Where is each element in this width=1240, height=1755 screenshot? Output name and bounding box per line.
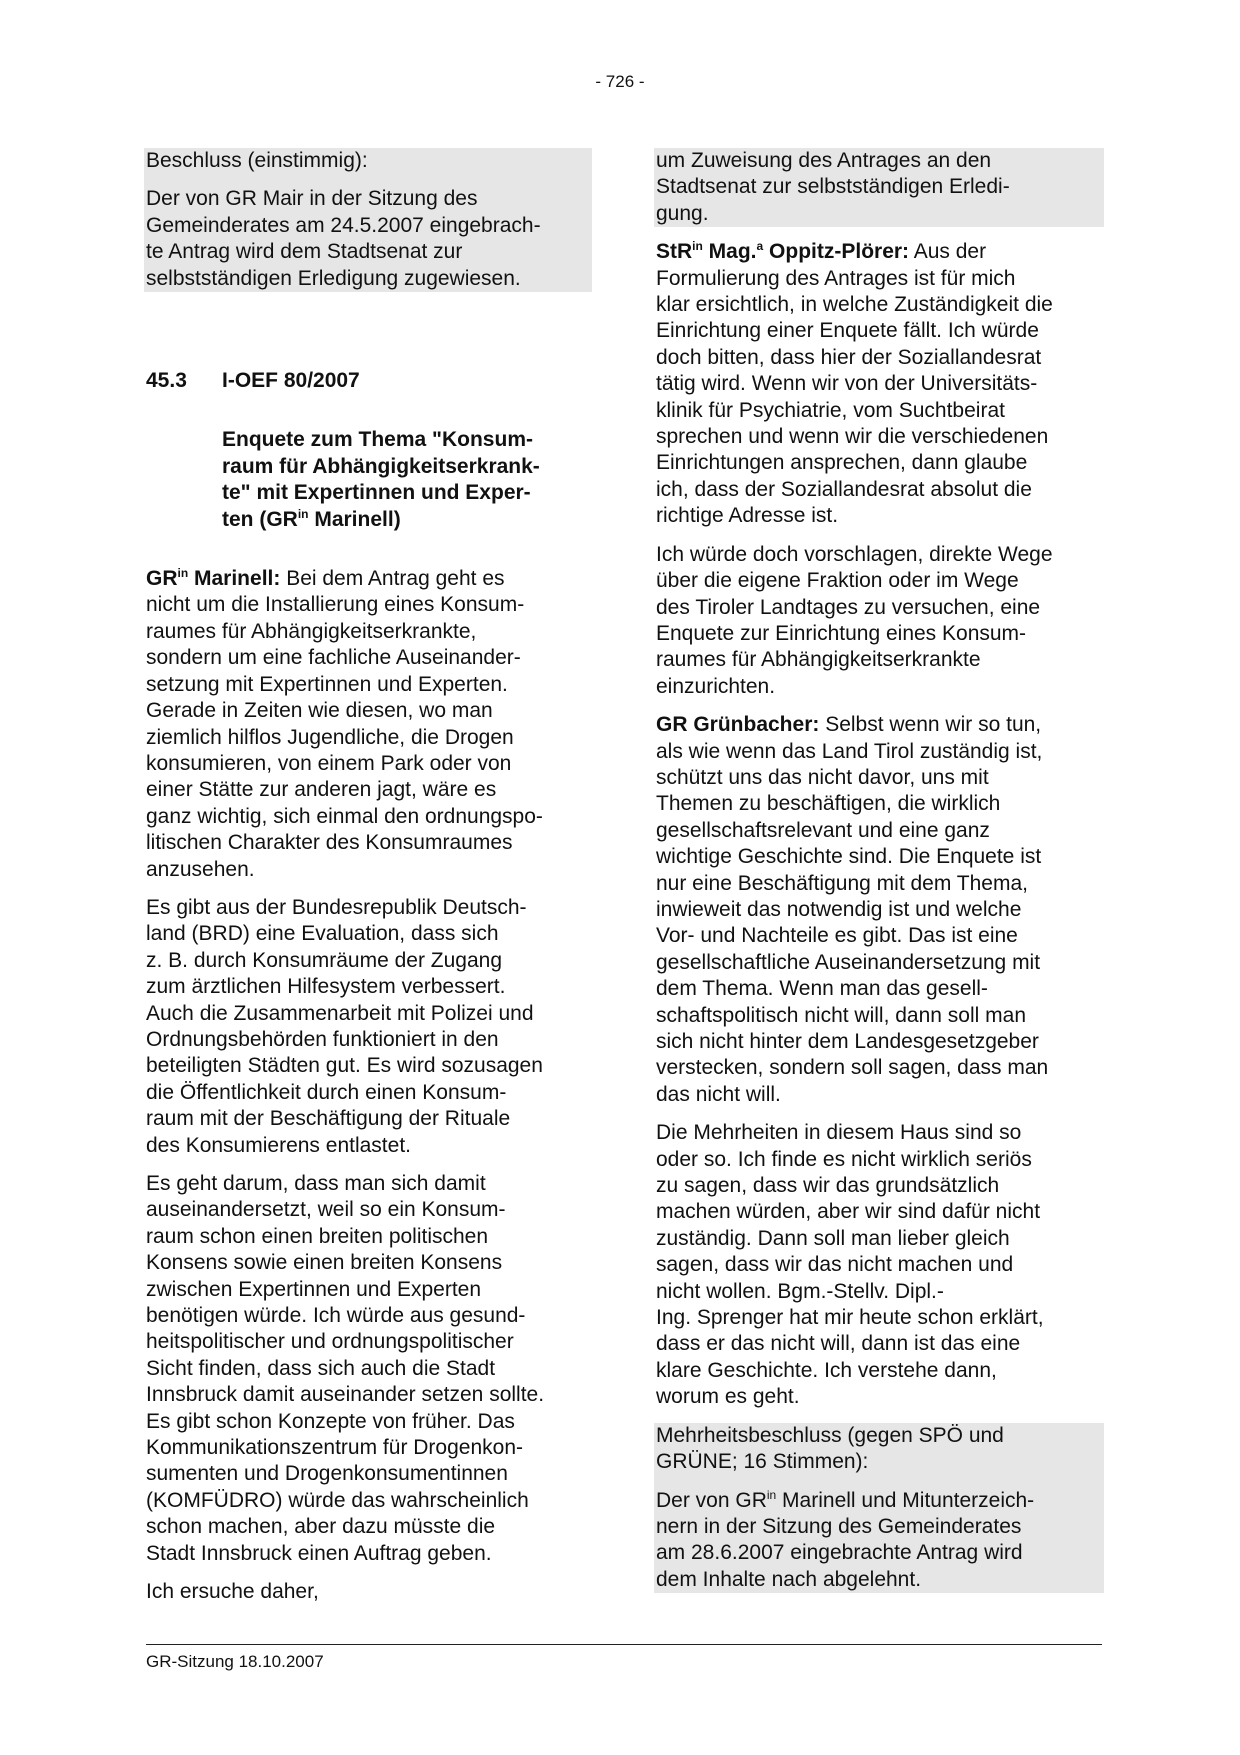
speaker-paragraph-gruenbacher: GR Grünbacher: Selbst wenn wir so tun, als wie wenn das Land Tirol zuständig ist, schützt uns das nicht davor, uns mit Themen zu beschäftigen, die wirklich gesellschaftsrelevant und eine ganz wichtige Geschichte sind. Die Enquete ist nur eine Beschäftigung mit dem Thema, inwieweit das notwendig ist und welche Vor- und Nachteile es gibt. Das ist eine gesellschaftliche Auseinandersetzung mit dem Thema. Wenn man das gesell- schaftspolitisch nicht will, dann soll man sich nicht hinter dem Landesgesetzgeber verstecken, sondern soll sagen, dass man das nicht will. [656,713,1049,1106]
decision-block-2 [654,1423,1104,1593]
footer-text: GR-Sitzung 18.10.2007 [146,1652,324,1671]
left-column [146,148,590,1606]
paragraph: um Zuweisung des Antrages an den Stadtsenat zur selbstständigen Erledi- gung. [656,149,1010,225]
decision-label: Mehrheitsbeschluss (gegen SPÖ und GRÜNE; 16 Stimmen): [656,1423,1004,1474]
agenda-item-code: I-OEF 80/2007 [222,369,360,393]
paragraph: Es geht darum, dass man sich damit auseinandersetzt, weil so ein Konsum- raum schon einen breiten politischen Konsens sowie einen breiten Konsens zwischen Expertinnen und Experten benötigen würde. Ich würde aus gesund- heitspolitischer und ordnungspolitischer Sicht finden, dass sich auch die Stadt Innsbruck damit auseinander setzen sollte. Es gibt schon Konzepte von früher. Das Kommunikationszentrum für Drogenkon- sumenten und Drogenkonsumentinnen (KOMFÜDRO) würde das wahrscheinlich schon machen, aber dazu müsste die Stadt Innsbruck einen Auftrag geben. [146,1172,545,1565]
speaker-paragraph-marinell: $GR^{in}$ Marinell: Bei dem Antrag geht es nicht um die Installierung eines Konsum- raumes für Abhängigkeitserkrankte, sondern um eine fachliche Auseinander- setzung mit Expertinnen und Experten. Gerade in Zeiten wie diesen, wo man ziemlich hilflos Jugendliche, die Drogen konsumieren, von einem Park oder von einer Stätte zur anderen jagt, wäre es ganz wichtig, sich einmal den ordnungspo- litischen Charakter des Konsumraumes anzusehen. [146,566,543,881]
decision-label: Beschluss (einstimmig): [146,149,368,172]
footer-divider [146,1644,1102,1645]
continuation-block [654,148,1104,227]
decision-block-1 [144,148,592,292]
page-number: - 726 - [595,72,645,91]
paragraph: Ich ersuche daher, [146,1580,319,1604]
decision-text: Der von GR Mair in der Sitzung des Gemeinderates am 24.5.2007 eingebrach- te Antrag wird dem Stadtsenat zur selbstständigen Erledigung zugewiesen. [146,187,541,290]
paragraph: Ich würde doch vorschlagen, direkte Wege über die eigene Fraktion oder im Wege des Tiroler Landtages zu versuchen, eine Enquete zur Einrichtung eines Konsum- raumes für Abhängigkeitserkrankte einzurichten. [656,542,1053,698]
speaker-name: $GR^{in}$ Marinell: [146,566,281,591]
agenda-item-number: 45.3 [146,369,187,393]
right-column [656,148,1102,1593]
agenda-item-title: Enquete zum Thema "Konsum- raum für Abhängigkeitserkrank- te" mit Expertinnen und Exper- ten ($GR^{in}$ Marinell) [222,428,540,531]
speaker-name: StR$^{in}$ Mag.$^a$ Oppitz-Plörer: [656,239,910,264]
agenda-item-header [146,368,590,394]
paragraph: Es gibt aus der Bundesrepublik Deutsch- land (BRD) eine Evaluation, dass sich z. B. durch Konsumräume der Zugang zum ärztlichen Hilfesystem verbessert. Auch die Zusammenarbeit mit Polizei und Ordnungsbehörden funktioniert in den beteiligten Städten gut. Es wird sozusagen die Öffentlichkeit durch einen Konsum- raum mit der Beschäftigung der Rituale des Konsumierens entlastet. [146,895,543,1157]
speaker-paragraph-oppitz-ploerer: StR$^{in}$ Mag.$^a$ Oppitz-Plörer: Aus der Formulierung des Antrages ist für mich klar ersichtlich, in welche Zuständigkeit die Einrichtung einer Enquete fällt. Ich würde doch bitten, dass hier der Soziallandesrat tätig wird. Wenn wir von der Universitäts- klinik für Psychiatrie, vom Suchtbeirat sprechen und wenn wir die verschiedenen Einrichtungen ansprechen, dann glaube ich, dass der Soziallandesrat absolut die richtige Adresse ist. [656,239,1053,528]
decision-text: Der von $GR^{in}$ Marinell und Mitunterzeich- nern in der Sitzung des Gemeinderates am 28.6.2007 eingebrachte Antrag wird dem Inhalte nach abgelehnt. [656,1487,1035,1591]
paragraph: Die Mehrheiten in diesem Haus sind so oder so. Ich finde es nicht wirklich seriös zu sagen, dass wir das grundsätzlich machen würden, aber wir sind dafür nicht zuständig. Dann soll man lieber gleich sagen, dass wir das nicht machen und nicht wollen. Bgm.-Stellv. Dipl.- Ing. Sprenger hat mir heute schon erklärt, dass er das nicht will, dann ist das eine klare Geschichte. Ich verstehe dann, worum es geht. [656,1121,1044,1409]
speaker-name: GR Grünbacher: [656,713,820,737]
